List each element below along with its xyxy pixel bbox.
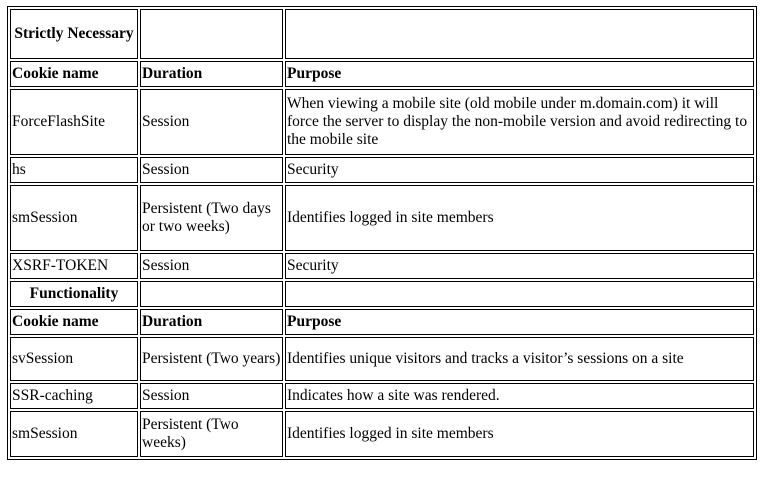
duration-cell: Persistent (Two days or two weeks): [140, 185, 283, 251]
header-cookie-name: Cookie name: [10, 309, 138, 335]
table-row: [10, 185, 754, 251]
purpose-cell: Security: [285, 253, 754, 279]
purpose-cell: Indicates how a site was rendered.: [285, 383, 754, 409]
duration-cell: Session: [140, 157, 283, 183]
purpose-cell: Identifies logged in site members: [285, 185, 754, 251]
table-row: [10, 337, 754, 381]
duration-cell: Session: [140, 89, 283, 155]
cookie-name-cell: ForceFlashSite: [10, 89, 138, 155]
table-row: [10, 157, 754, 183]
cookie-name-cell: smSession: [10, 185, 138, 251]
empty-cell: [285, 9, 754, 59]
cookie-name-cell: XSRF-TOKEN: [10, 253, 138, 279]
purpose-cell: Identifies unique visitors and tracks a visitor’s sessions on a site: [285, 337, 754, 381]
cookie-table: [7, 6, 757, 460]
purpose-cell: Identifies logged in site members: [285, 411, 754, 457]
cookie-name-cell: smSession: [10, 411, 138, 457]
table-row: [10, 411, 754, 457]
table-row: [10, 383, 754, 409]
purpose-cell: When viewing a mobile site (old mobile under m.domain.com) it will force the server to display the non-mobile version and avoid redirecting to the mobile site: [285, 89, 754, 155]
table-row: [10, 89, 754, 155]
cookie-name-cell: svSession: [10, 337, 138, 381]
purpose-cell: Security: [285, 157, 754, 183]
empty-cell: [140, 9, 283, 59]
duration-cell: Persistent (Two weeks): [140, 411, 283, 457]
header-duration: Duration: [140, 309, 283, 335]
empty-cell: [140, 281, 283, 307]
section-title: Functionality: [10, 281, 138, 307]
header-duration: Duration: [140, 61, 283, 87]
header-purpose: Purpose: [285, 61, 754, 87]
header-cookie-name: Cookie name: [10, 61, 138, 87]
duration-cell: Session: [140, 253, 283, 279]
cookie-name-cell: hs: [10, 157, 138, 183]
duration-cell: Persistent (Two years): [140, 337, 283, 381]
empty-cell: [285, 281, 754, 307]
section-header-row: [10, 9, 754, 59]
section-header-row: [10, 281, 754, 307]
table-row: [10, 253, 754, 279]
cookie-name-cell: SSR-caching: [10, 383, 138, 409]
section-title: Strictly Necessary: [10, 9, 138, 59]
duration-cell: Session: [140, 383, 283, 409]
header-purpose: Purpose: [285, 309, 754, 335]
column-header-row: [10, 309, 754, 335]
column-header-row: [10, 61, 754, 87]
